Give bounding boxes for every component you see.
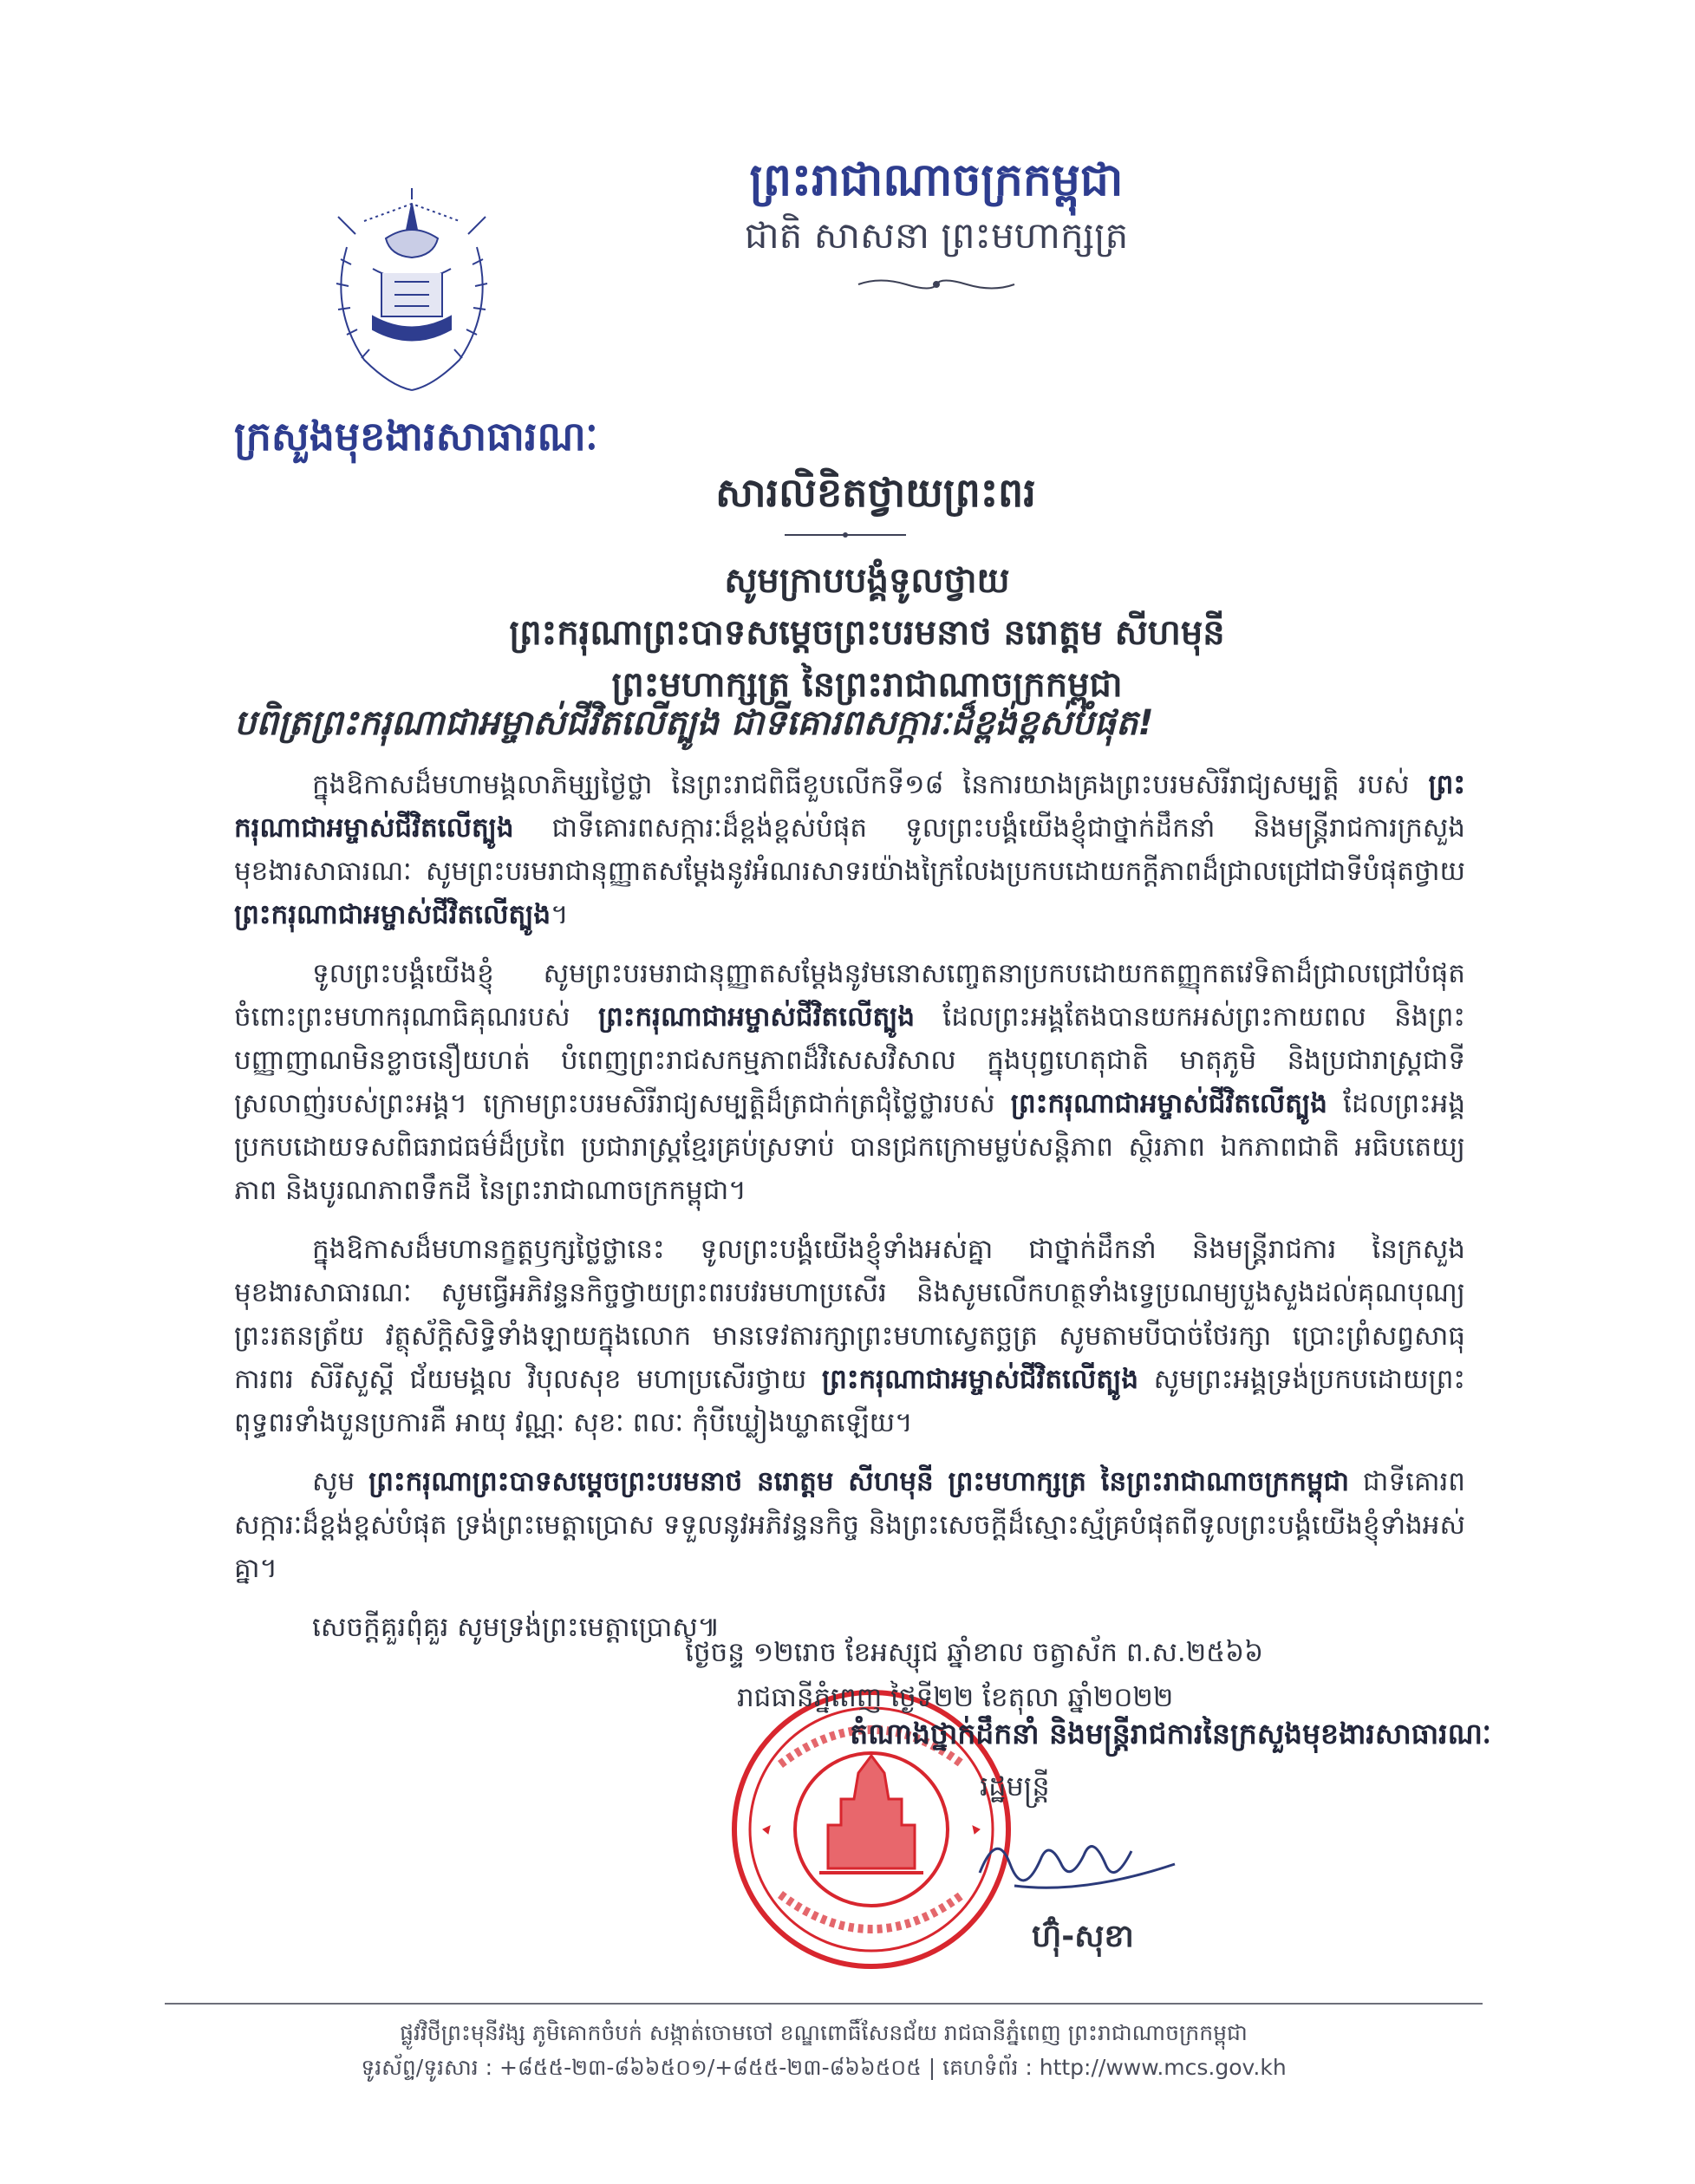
paragraph-text: សេចក្តីគួរពុំគួរ សូមទ្រង់ព្រះមេត្តាប្រោស៕ <box>312 1612 720 1643</box>
addressee-line: ព្រះមហាក្សត្រ នៃព្រះរាជាណាចក្រកម្ពុជា <box>611 665 1123 705</box>
paragraph-text: ជាទីគោរពសក្ការៈដ៏ខ្ពង់ខ្ពស់បំផុត ទ្រង់ព្រះមេត្តាប្រោស ទទួលនូវអភិវន្ទនកិច្ច និងព្រះសេចក្តីដ៏ស្មោះស្ម័គ្របំផុតពីទូលព្រះបង្គំយើងខ្ញុំទាំងអស់គ្នា។ <box>234 1466 1465 1584</box>
paragraph-text: ទូលព្រះបង្គំយើងខ្ញុំ សូមព្រះបរមរាជានុញ្ញាតសម្តែងនូវមនោសញ្ចេតនាប្រកបដោយកតញ្ញុកតវេទិតាដ៏ជ្រាលជ្រៅបំផុតចំពោះព្រះមហាករុណាធិគុណរបស់ <box>234 958 1465 1033</box>
royal-title-text: ព្រះករុណាជាអម្ចាស់ជីវិតលើត្បូង <box>1010 1088 1327 1119</box>
letter-paragraph <box>234 1460 1465 1590</box>
letter-body <box>234 763 1465 1665</box>
signer-role: រដ្ឋមន្ត្រី <box>980 1770 1050 1803</box>
salutation-headline: បពិត្រព្រះករុណាជាអម្ចាស់ជីវិតលើត្បូង ជាទីគោរពសក្ការៈដ៏ខ្ពង់ខ្ពស់បំផុត! <box>234 703 1154 743</box>
paragraph-text: ជាទីគោរពសក្ការៈដ៏ខ្ពង់ខ្ពស់បំផុត ទូលព្រះបង្គំយើងខ្ញុំជាថ្នាក់ដឹកនាំ និងមន្ត្រីរាជការក្រសួងមុខងារសាធារណៈ សូមព្រះបរមរាជានុញ្ញាតសម្តែងនូវអំណរសាទរយ៉ាងក្រៃលែងប្រកបដោយកក្តីភាពដ៏ជ្រាលជ្រៅជាទីបំផុតថ្វាយ <box>234 812 1465 887</box>
footer-divider <box>165 2003 1483 2005</box>
signer-name: ហ៊ុំ-សុខា <box>1032 1919 1134 1954</box>
title-divider <box>785 531 906 539</box>
footer-contact: ទូរស័ព្ទ/ទូរសារ : +៨៥៥-២៣-៨៦៦៥០១/+៨៥៥-២៣-៨៦៦៥០៥ | គេហទំព័រ : http://www.mcs.gov.kh <box>361 2055 1287 2080</box>
letter-paragraph <box>234 1228 1465 1444</box>
paragraph-text: ក្នុងឱកាសដ៏មហាមង្គលាភិម្ស្យថ្ងៃថ្លា នៃព្រះរាជពិធីខួបលើកទី១៨ នៃការយាងគ្រងព្រះបរមសិរីរាជ្យសម្បត្តិ របស់ <box>312 769 1429 800</box>
royal-title-text: ព្រះករុណាជាអម្ចាស់ជីវិតលើត្បូង <box>234 899 551 930</box>
paragraph-text: ក្នុងឱកាសដ៏មហានក្ខត្តឫក្សថ្លៃថ្លានេះ ទូលព្រះបង្គំយើងខ្ញុំទាំងអស់គ្នា ជាថ្នាក់ដឹកនាំ និងមន្ត្រីរាជការ នៃក្រសួងមុខងារសាធារណៈ សូមធ្វើអភិវន្ទនកិច្ចថ្វាយព្រះពរបវរមហាប្រសើរ និងសូមលើកហត្ថទាំងទ្វេប្រណម្យបួងសួងដល់គុណបុណ្យព្រះរតនត្រ័យ វត្ថុស័ក្តិសិទ្ធិទាំងឡាយក្នុងលោក មានទេវតារក្សាព្រះមហាស្វេតច្ឆត្រ សូមតាមបីបាច់ថែរក្សា ប្រោះព្រំសព្វសាធុការពរ សិរីសួស្តី ជ័យមង្គល វិបុលសុខ មហាប្រសើរថ្វាយ <box>234 1234 1465 1395</box>
paragraph-text: សូមព្រះអង្គទ្រង់ប្រកបដោយព្រះពុទ្ធពរទាំងបួនប្រការគឺ អាយុ វណ្ណៈ សុខៈ ពលៈ កុំបីឃ្លៀងឃ្លាតឡើយ។ <box>234 1364 1465 1438</box>
motto-ornament <box>854 277 1019 292</box>
royal-title-text: ព្រះករុណាជាអម្ចាស់ជីវិតលើត្បូង <box>234 769 1465 844</box>
addressee-line: ព្រះករុណាព្រះបាទសម្តេចព្រះបរមនាថ នរោត្តម សីហមុនី <box>509 613 1225 653</box>
royal-title-text: ព្រះករុណាព្រះបាទសម្តេចព្រះបរមនាថ នរោត្តម សីហមុនី ព្រះមហាក្សត្រ នៃព្រះរាជាណាចក្រកម្ពុជា <box>368 1466 1350 1497</box>
on-behalf-of: តំណាងថ្នាក់ដឹកនាំ និងមន្ត្រីរាជការនៃក្រសួងមុខងារសាធារណៈ <box>850 1717 1491 1750</box>
paragraph-text: សូម <box>312 1466 369 1497</box>
kingdom-title: ព្រះរាជាណាចក្រកម្ពុជា <box>749 154 1124 206</box>
kingdom-header <box>607 152 1266 296</box>
paragraph-text: ដែលព្រះអង្គប្រកបដោយទសពិធរាជធម៌ដ៏ប្រពៃ ប្រជារាស្ត្រខ្មែរគ្រប់ស្រទាប់ បានជ្រកក្រោមម្លប់សន្តិភាព ស្ថិរភាព ឯកភាពជាតិ អធិបតេយ្យភាព និងបូរណភាពទឹកដី នៃព្រះរាជាណាចក្រកម្ពុជា។ <box>234 1088 1465 1206</box>
solar-date: រាជធានីភ្នំពេញ ថ្ងៃទី២២ ខែតុលា ឆ្នាំ២០២២ <box>737 1682 1174 1713</box>
letter-paragraph <box>234 763 1465 936</box>
handwritten-signature-icon <box>962 1812 1188 1907</box>
footer-address: ផ្លូវវិថីព្រះមុនីវង្ស ភូមិគោកចំបក់ សង្កាត់ចោមចៅ ខណ្ឌពោធិ៍សែនជ័យ រាជធានីភ្នំពេញ ព្រះរាជាណាចក្រកម្ពុជា <box>400 2020 1248 2045</box>
national-motto: ជាតិ សាសនា ព្រះមហាក្សត្រ <box>744 214 1129 257</box>
paragraph-text: ។ <box>551 899 569 930</box>
letter-paragraph <box>234 952 1465 1212</box>
royal-title-text: ព្រះករុណាជាអម្ចាស់ជីវិតលើត្បូង <box>597 1001 916 1033</box>
lunar-date: ថ្ងៃចន្ទ ១២រោច ខែអស្សុជ ឆ្នាំខាល ចត្វាស័ក ព.ស.២៥៦៦ <box>685 1637 1264 1668</box>
paragraph-text: ដែលព្រះអង្គតែងបានយកអស់ព្រះកាយពល និងព្រះបញ្ញាញាណមិនខ្លាចនឿយហត់ បំពេញព្រះរាជសកម្មភាពដ៏វិសេសវិសាល ក្នុងបុព្វហេតុជាតិ មាតុភូមិ និងប្រជារាស្ត្រជាទីស្រលាញ់របស់ព្រះអង្គ។ ក្រោមព្រះបរមសិរីរាជ្យសម្បត្តិដ៏ត្រជាក់ត្រជុំថ្លៃថ្លារបស់ <box>234 1001 1465 1119</box>
addressee-block <box>312 555 1422 711</box>
document-title: សារលិខិតថ្វាយព្រះពរ <box>715 469 1036 516</box>
royal-title-text: ព្រះករុណាជាអម្ចាស់ជីវិតលើត្បូង <box>821 1364 1139 1395</box>
footer <box>165 2016 1483 2085</box>
ministry-emblem-icon <box>312 186 512 403</box>
addressee-line: សូមក្រាបបង្គំទូលថ្វាយ <box>724 561 1010 601</box>
date-block <box>685 1630 1483 1720</box>
ministry-name: ក្រសួងមុខងារសាធារណៈ <box>234 413 598 460</box>
